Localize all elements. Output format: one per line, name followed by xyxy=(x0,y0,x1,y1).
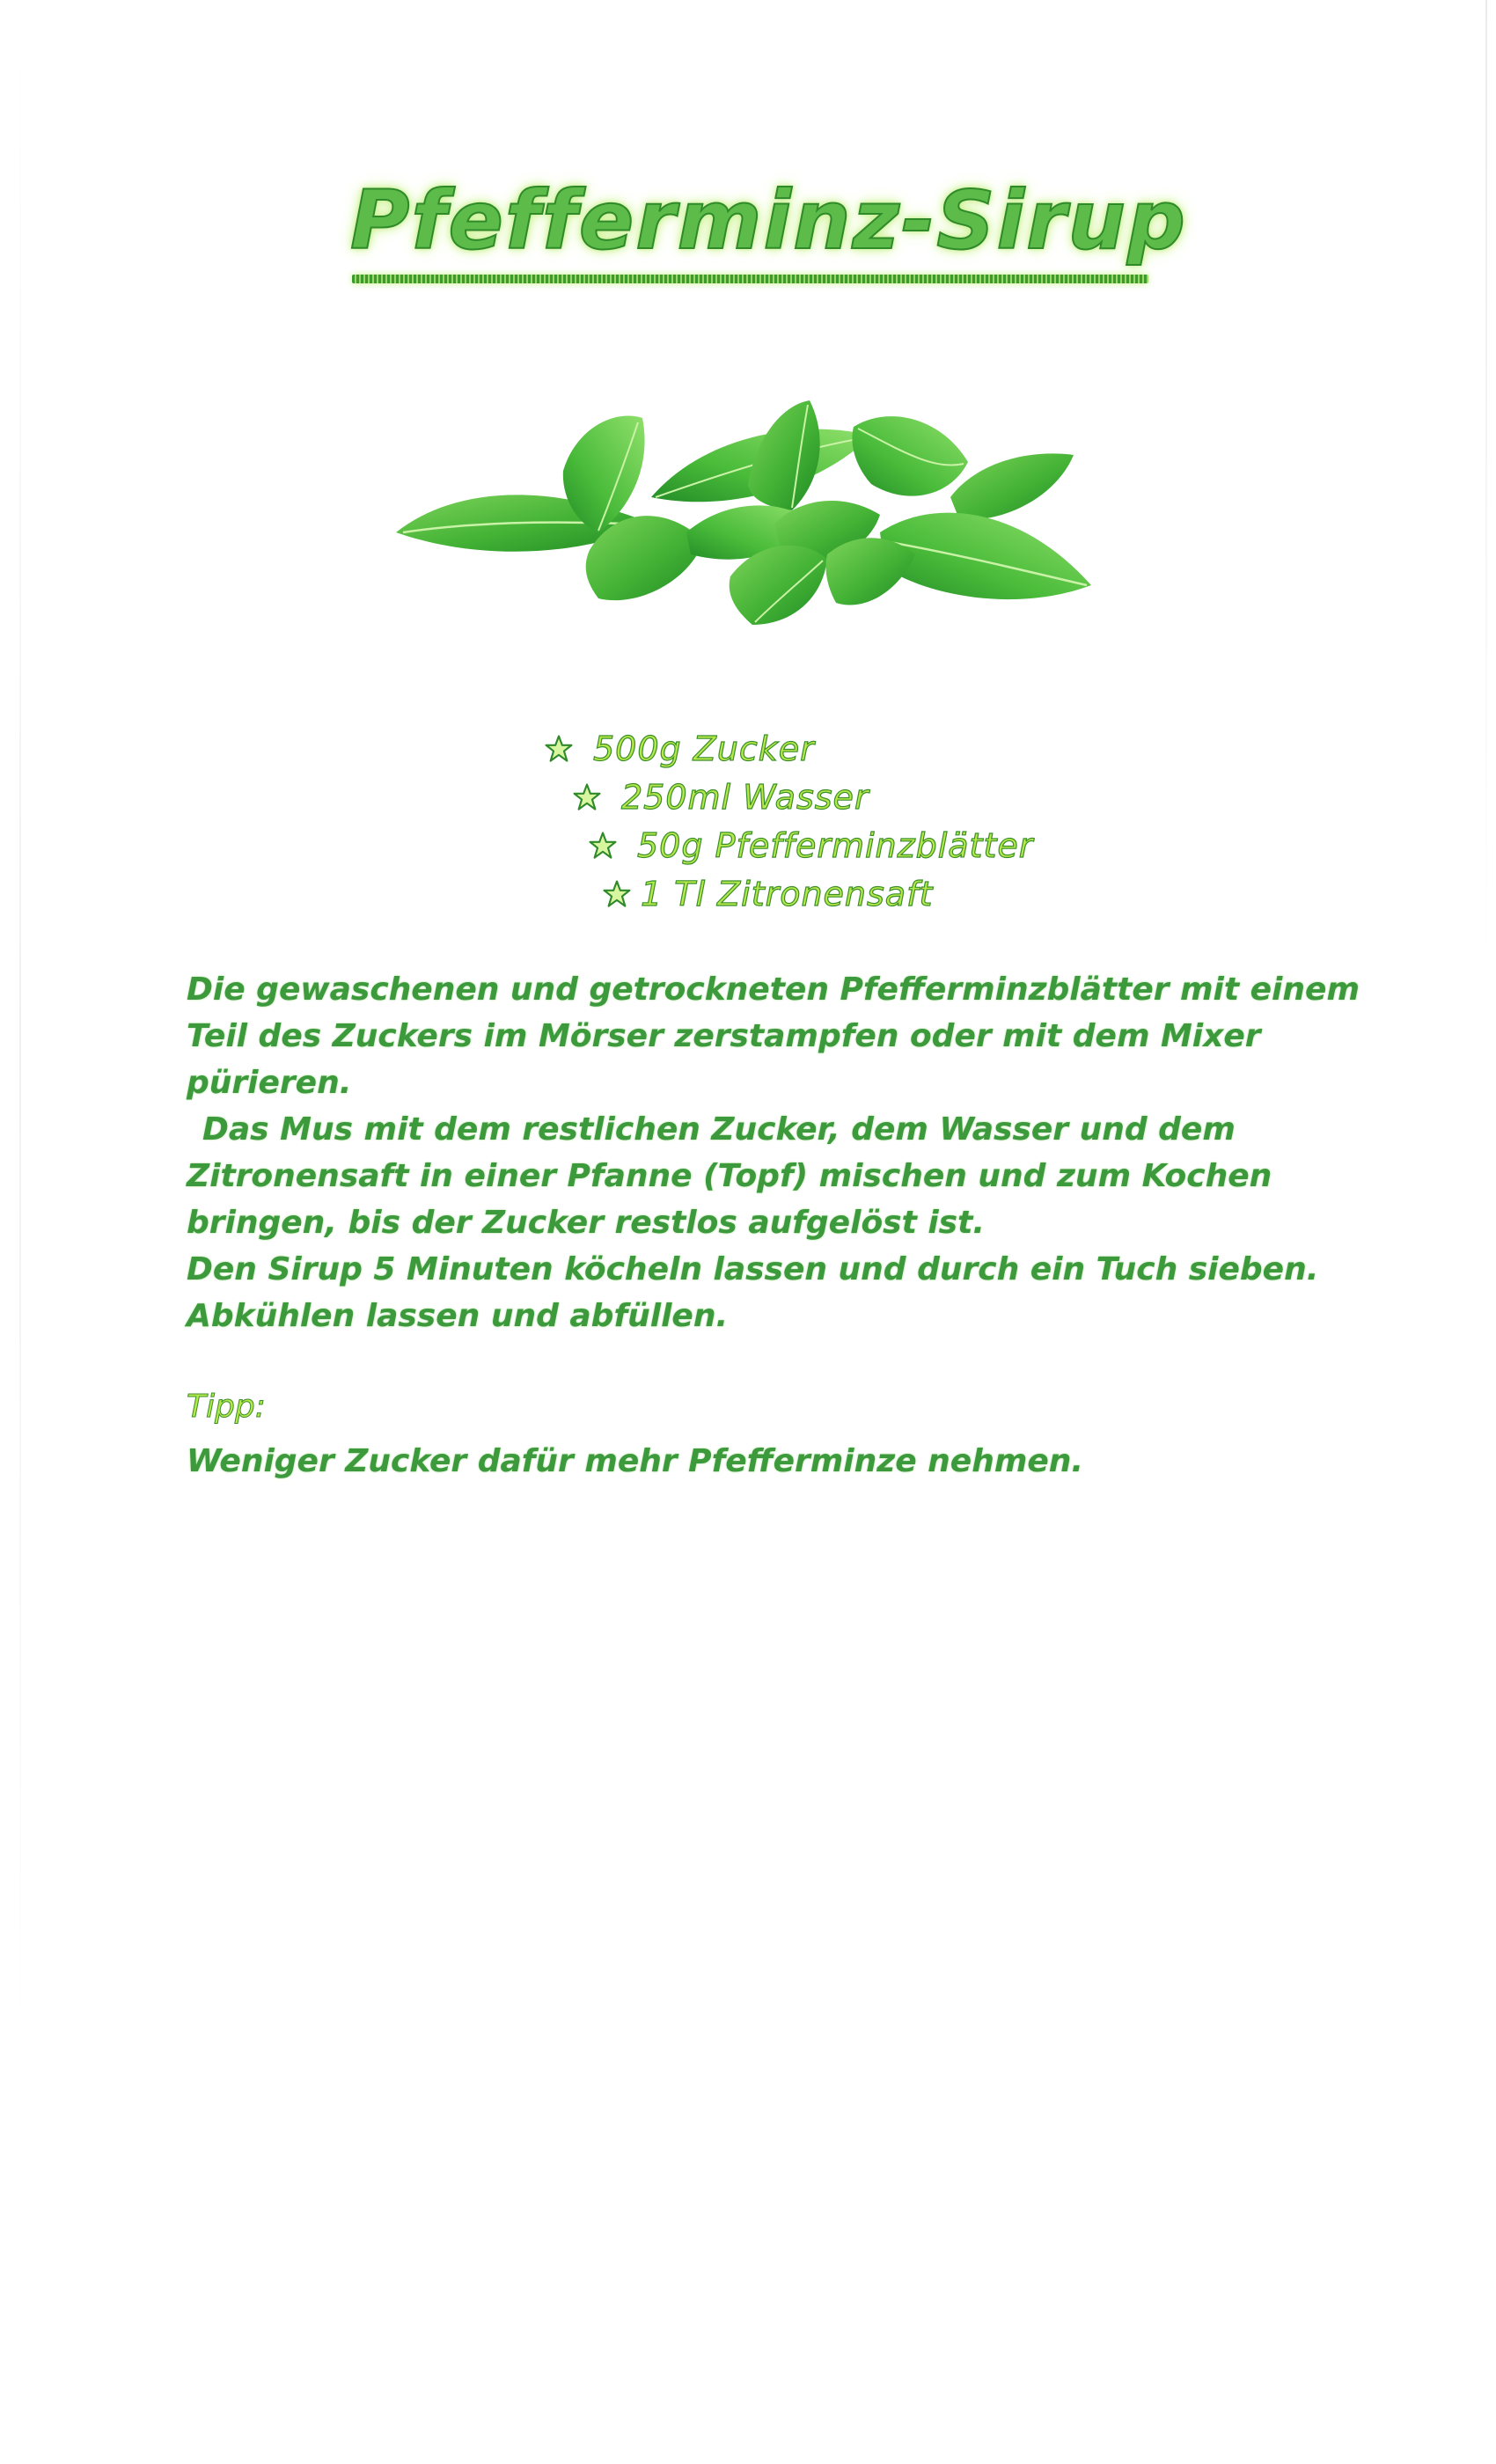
tip-text: Weniger Zucker dafür mehr Pfefferminze nehmen. xyxy=(187,1443,1084,1479)
ingredient-item xyxy=(572,778,869,817)
instructions-text xyxy=(187,966,1360,1339)
star-icon xyxy=(544,734,574,764)
star-icon xyxy=(588,831,618,861)
recipe-title: Pfefferminz-Sirup xyxy=(350,173,1187,268)
instruction-line: Abkühlen lassen und abfüllen. xyxy=(187,1298,729,1334)
title-underline xyxy=(352,275,1148,283)
mint-leaves-image xyxy=(387,400,1100,629)
ingredient-text: 1 Tl Zitronensaft xyxy=(641,875,934,913)
tip-label: Tipp: xyxy=(187,1389,266,1425)
star-icon xyxy=(602,879,632,909)
ingredient-text: 50g Pfefferminzblätter xyxy=(637,826,1034,865)
star-icon xyxy=(572,782,602,812)
instruction-line: bringen, bis der Zucker restlos aufgelöst ist. xyxy=(187,1205,985,1241)
scan-edge xyxy=(1485,0,1487,968)
ingredient-item xyxy=(602,877,933,911)
instruction-line: Die gewaschenen und getrockneten Pfefferminzblätter mit einem xyxy=(187,972,1360,1008)
instruction-line: Teil des Zuckers im Mörser zerstampfen oder mit dem Mixer xyxy=(187,1018,1261,1054)
ingredient-text: 500g Zucker xyxy=(593,730,815,768)
instruction-line: Den Sirup 5 Minuten köcheln lassen und durch ein Tuch sieben. xyxy=(187,1251,1319,1287)
instruction-line: pürieren. xyxy=(187,1065,352,1101)
ingredient-item xyxy=(544,732,815,766)
instruction-line: Das Mus mit dem restlichen Zucker, dem Wasser und dem xyxy=(202,1111,1236,1148)
scan-edge xyxy=(19,35,21,2042)
ingredient-item xyxy=(588,826,1034,865)
instruction-line: Zitronensaft in einer Pfanne (Topf) mischen und zum Kochen xyxy=(187,1158,1272,1194)
ingredient-text: 250ml Wasser xyxy=(621,778,869,817)
